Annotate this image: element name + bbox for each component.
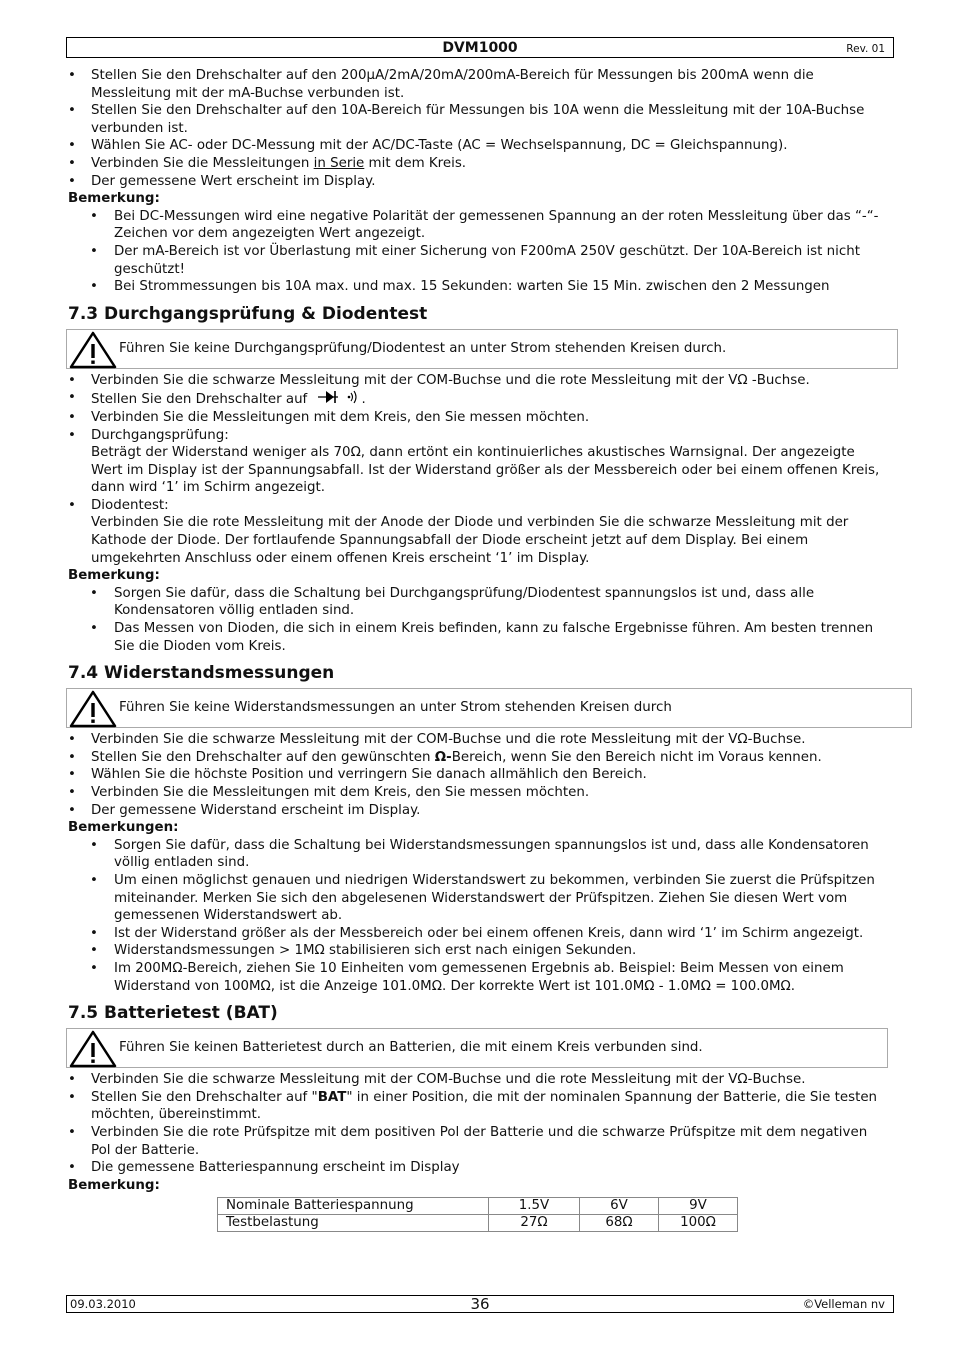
list-item: • Sorgen Sie dafür, dass die Schaltung bei Widerstandsmessungen spannungslos ist und, dass alle Kondensatoren völlig entladen sind. bbox=[68, 837, 890, 872]
warning-box bbox=[66, 329, 898, 369]
warning-triangle-icon bbox=[69, 331, 117, 369]
list-item: • Stellen Sie den Drehschalter auf den 10A-Bereich für Messungen bis 10A wenn die Messleitung mit der 10A-Buchse verbunden ist. bbox=[68, 102, 890, 137]
text: Stellen Sie den Drehschalter auf " bbox=[91, 1089, 318, 1105]
text: Stellen Sie den Drehschalter auf bbox=[91, 392, 308, 408]
text: Bereich, wenn Sie den Bereich nicht im Voraus kennen. bbox=[451, 749, 822, 765]
footer-date: 09.03.2010 bbox=[70, 1297, 136, 1311]
revision: Rev. 01 bbox=[846, 43, 885, 55]
list-item: • Verbinden Sie die Messleitungen mit dem Kreis, den Sie messen möchten. bbox=[68, 784, 890, 802]
doc-title: DVM1000 bbox=[442, 40, 518, 56]
list-item: • Sorgen Sie dafür, dass die Schaltung bei Durchgangsprüfung/Diodentest spannungslos ist und, dass alle Kondensatoren völlig entladen sind. bbox=[68, 585, 890, 620]
warning-text: Führen Sie keine Durchgangsprüfung/Diodentest an unter Strom stehenden Kreisen durch. bbox=[119, 340, 727, 356]
table-row bbox=[218, 1215, 738, 1232]
list-item: • Stellen Sie den Drehschalter auf . bbox=[68, 389, 890, 409]
section-title-7-5: 7.5 Batterietest (BAT) bbox=[68, 1003, 278, 1024]
list-item: • Verbinden Sie die Messleitungen mit dem Kreis, den Sie messen möchten. bbox=[68, 409, 890, 427]
battery-table bbox=[217, 1197, 738, 1232]
s75-list bbox=[68, 1071, 890, 1177]
list-item: • Der gemessene Widerstand erscheint im Display. bbox=[68, 802, 890, 820]
list-item: • Bei DC-Messungen wird eine negative Polarität der gemessenen Spannung an der roten Messleitung über das “-“-Zeichen vor dem angezeigten Wert angezeigt. bbox=[68, 208, 890, 243]
list-item: • Stellen Sie den Drehschalter auf den 200µA/2mA/20mA/200mA-Bereich für Messungen bis 200mA wenn die Messleitung mit der mA-Buchse verbunden ist. bbox=[68, 67, 890, 102]
list-item: • Der mA-Bereich ist vor Überlastung mit einer Sicherung von F200mA 250V geschützt. Der 10A-Bereich ist nicht geschützt! bbox=[68, 243, 890, 278]
warning-text: Führen Sie keine Widerstandsmessungen an unter Strom stehenden Kreisen durch bbox=[119, 700, 672, 716]
list-item: • Bei Strommessungen bis 10A max. und max. 15 Sekunden: warten Sie 15 Min. zwischen den 2 Messungen bbox=[68, 278, 890, 296]
table-cell: 9V bbox=[659, 1198, 738, 1215]
s73-list bbox=[68, 372, 890, 568]
s74-notes bbox=[68, 837, 890, 995]
list-item bbox=[68, 427, 890, 497]
text: • Diodentest: bbox=[91, 497, 169, 513]
table-cell: Testbelastung bbox=[218, 1215, 489, 1232]
table-row bbox=[218, 1198, 738, 1215]
warning-triangle-icon bbox=[69, 1030, 117, 1068]
list-item: • Verbinden Sie die schwarze Messleitung mit der COM-Buchse und die rote Messleitung mit der VΩ-Buchse. bbox=[68, 1071, 890, 1089]
s73-notes bbox=[68, 585, 890, 655]
text: " in einer Position, die mit der nominalen Spannung der Batterie, die Sie testen möchten, übereinstimmt. bbox=[91, 1089, 878, 1123]
table-cell: 100Ω bbox=[659, 1215, 738, 1232]
list-item: • Widerstandsmessungen > 1MΩ stabilisieren sich erst nach einigen Sekunden. bbox=[68, 942, 890, 960]
list-item: • Verbinden Sie die schwarze Messleitung mit der COM-Buchse und die rote Messleitung mit der VΩ-Buchse. bbox=[68, 731, 890, 749]
warning-box bbox=[66, 688, 912, 728]
text: Verbinden Sie die rote Messleitung mit der Anode der Diode und verbinden Sie die schwarze Messleitung mit der Kathode der Diode. Der fortlaufende Spannungsabfall der Diode erscheint jetzt auf dem Display. Bei einem umgekehrten Anschluss oder einem offenen Kreis erscheint ‘1’ im Display. bbox=[91, 515, 849, 566]
list-item bbox=[68, 497, 890, 567]
diode-continuity-icon bbox=[318, 389, 362, 405]
list-item: • Das Messen von Dioden, die sich in einem Kreis befinden, kann zu falsche Ergebnisse führen. Am besten trennen Sie die Dioden vom Kreis. bbox=[68, 620, 890, 655]
list-item: • Wählen Sie AC- oder DC-Messung mit der AC/DC-Taste (AC = Wechselspannung, DC = Gleichspannung). bbox=[68, 137, 890, 155]
text: Beträgt der Widerstand weniger als 70Ω, dann ertönt ein kontinuierliches akustisches Warnsignal. Der angezeigte Wert im Display ist der Spannungsabfall. Ist der Widerstand größer als der Messbereich oder bei einem offenen Kreis, dann wird ‘1’ im Schirm angezeigt. bbox=[91, 445, 880, 496]
note-label: Bemerkungen: bbox=[68, 820, 179, 836]
list-item: • Um einen möglichst genauen und niedrigen Widerstandswert zu bekommen, verbinden Sie zuerst die Prüfspitzen miteinander. Merken Sie sich den abgelesenen Widerstandswert der Prüfspitzen. Ziehen Sie diesen Wert vom gemessenen Widerstandswert ab. bbox=[68, 872, 890, 925]
warning-triangle-icon bbox=[69, 690, 117, 728]
section-title-7-4: 7.4 Widerstandsmessungen bbox=[68, 663, 335, 684]
list-item: • Verbinden Sie die rote Prüfspitze mit dem positiven Pol der Batterie und die schwarze Prüfspitze mit dem negativen Pol der Batterie. bbox=[68, 1124, 890, 1159]
list-item bbox=[68, 155, 890, 173]
table-cell: 1.5V bbox=[489, 1198, 580, 1215]
table-cell: 68Ω bbox=[580, 1215, 659, 1232]
list-item: • Die gemessene Batteriespannung erscheint im Display bbox=[68, 1159, 890, 1177]
page-footer bbox=[66, 1295, 894, 1313]
main-content bbox=[68, 67, 890, 1232]
text: mit dem Kreis. bbox=[364, 155, 467, 171]
list-item: • Verbinden Sie die schwarze Messleitung mit der COM-Buchse und die rote Messleitung mit der VΩ -Buchse. bbox=[68, 372, 890, 390]
table-cell: 27Ω bbox=[489, 1215, 580, 1232]
list-item: • Wählen Sie die höchste Position und verringern Sie danach allmählich den Bereich. bbox=[68, 766, 890, 784]
text: • Durchgangsprüfung: bbox=[91, 427, 229, 443]
warning-text: Führen Sie keinen Batterietest durch an Batterien, die mit einem Kreis verbunden sind. bbox=[119, 1040, 703, 1056]
list-item bbox=[68, 1089, 890, 1124]
note-label: Bemerkung: bbox=[68, 1177, 160, 1193]
intro-notes bbox=[68, 208, 890, 296]
bold-text: Ω- bbox=[434, 749, 452, 765]
page-header bbox=[66, 37, 894, 58]
s74-list bbox=[68, 731, 890, 819]
text: Verbinden Sie die Messleitungen bbox=[91, 155, 314, 171]
table-cell: 6V bbox=[580, 1198, 659, 1215]
warning-box bbox=[66, 1028, 888, 1068]
intro-list bbox=[68, 67, 890, 190]
note-label: Bemerkung: bbox=[68, 568, 160, 584]
list-item: • Der gemessene Wert erscheint im Display. bbox=[68, 173, 890, 191]
list-item bbox=[68, 749, 890, 767]
page-number: 36 bbox=[470, 1295, 490, 1313]
note-label: Bemerkung: bbox=[68, 191, 160, 207]
footer-copyright: ©Velleman nv bbox=[802, 1297, 885, 1311]
text: Stellen Sie den Drehschalter auf den gewünschten bbox=[91, 749, 435, 765]
section-title-7-3: 7.3 Durchgangsprüfung & Diodentest bbox=[68, 303, 428, 324]
underlined-text: in Serie bbox=[313, 155, 365, 171]
list-item: • Im 200MΩ-Bereich, ziehen Sie 10 Einheiten vom gemessenen Ergebnis ab. Beispiel: Beim Messen von einem Widerstand von 100MΩ, ist die Anzeige 101.0MΩ. Der korrekte Wert ist 101.0MΩ - 1.0MΩ = 100.0MΩ. bbox=[68, 960, 890, 995]
table-cell: Nominale Batteriespannung bbox=[218, 1198, 489, 1215]
bold-text: BAT bbox=[317, 1089, 347, 1105]
list-item: • Ist der Widerstand größer als der Messbereich oder bei einem offenen Kreis, dann wird ‘1’ im Schirm angezeigt. bbox=[68, 925, 890, 943]
